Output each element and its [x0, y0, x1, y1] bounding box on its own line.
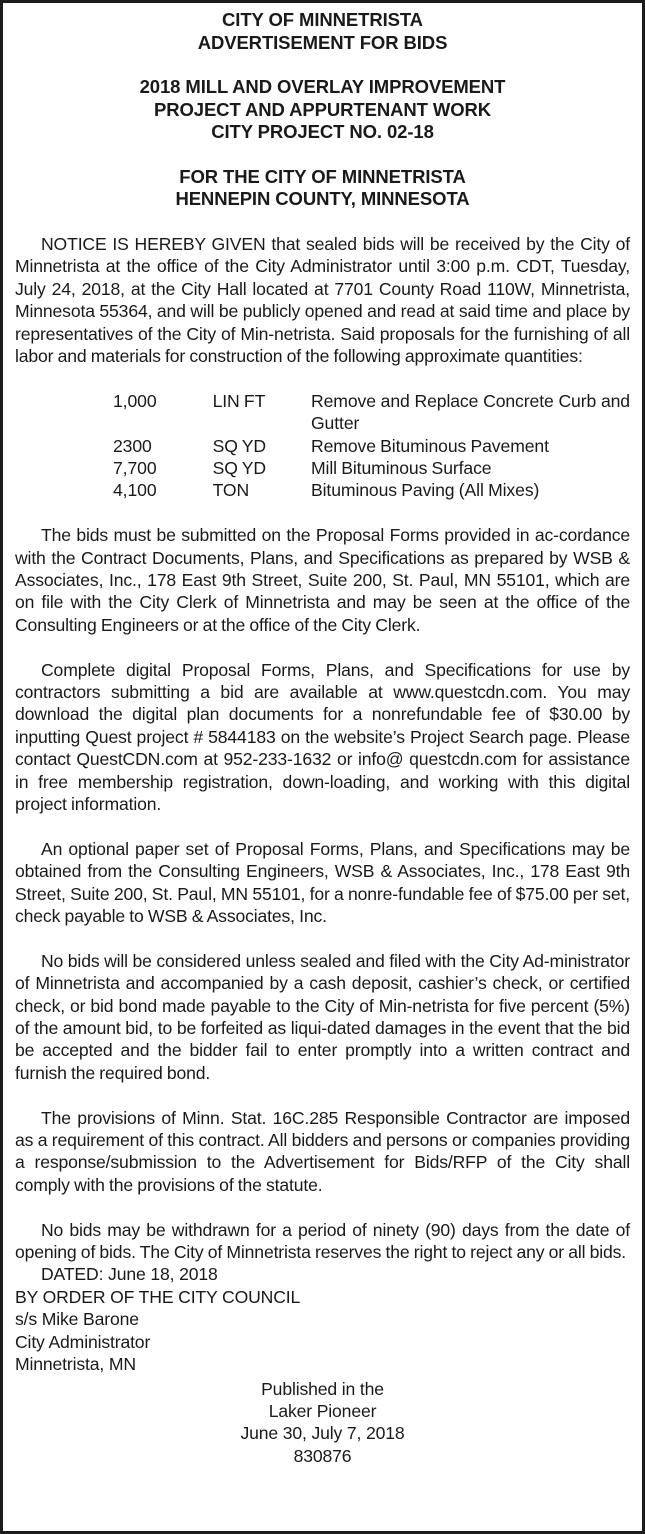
heading-ad-type: ADVERTISEMENT FOR BIDS — [197, 31, 448, 53]
table-row — [113, 390, 630, 435]
dated-line: DATED: June 18, 2018 — [41, 1264, 218, 1285]
description-cell: Mill Bituminous Surface — [310, 457, 492, 478]
description-cell: Remove Bituminous Pavement — [310, 435, 549, 456]
quantity-cell: 4,100 — [113, 480, 157, 501]
paragraph-proposal-forms: The bids must be submitted on the Proposal Forms provided in ac-cordance with the Contract Documents, Plans, and Specifications as prepared by WSB & Associates, Inc., 178 East 9th Street, Suite 200, St. Paul, MN 55101, which are on file with the City Clerk of Minnetrista and may be seen at the office of the Consulting Engineers or at the office of the City Clerk. — [15, 525, 630, 635]
signature-block — [15, 1263, 630, 1375]
paragraph-notice: NOTICE IS HEREBY GIVEN that sealed bids will be received by the City of Minnetrista at the office of the City Administrator until 3:00 p.m. CDT, Tuesday, July 24, 2018, at the City Hall located at 7701 County Road 110W, Minnetrista, Minnesota 55364, and will be publicly opened and read at said time and place by representatives of the City of Min-netrista. Said proposals for the furnishing of all labor and materials for construction of the following approximate quantities: — [15, 233, 630, 366]
paragraph-responsible-contractor: The provisions of Minn. Stat. 16C.285 Responsible Contractor are imposed as a requirement of this contract. All bidders and persons or companies providing a response/submission to the Advertisement for Bids/RFP of the City shall comply with the provisions of the statute. — [15, 1107, 630, 1195]
publication-dates: June 30, July 7, 2018 — [240, 1423, 405, 1444]
unit-cell: SQ YD — [212, 457, 266, 478]
table-row — [113, 479, 630, 501]
publication-ad-number: 830876 — [293, 1445, 352, 1466]
paragraph-paper-set: An optional paper set of Proposal Forms, Plans, and Specifications may be obtained from the Consulting Engineers, WSB & Associates, Inc., 178 East 9th Street, Suite 200, St. Paul, MN 55101, for a nonre-fundable fee of $75.00 per set, check payable to WSB & Associates, Inc. — [15, 838, 630, 927]
table-row — [113, 435, 630, 457]
heading-for-city: FOR THE CITY OF MINNETRISTA — [179, 165, 466, 187]
unit-cell: SQ YD — [212, 435, 266, 456]
paragraph-digital-documents: Complete digital Proposal Forms, Plans, and Specifications for use by contractors submitting a bid are available at www.questcdn.com. You may download the digital plan documents for a nonrefundable fee of $30.00 by inputting Quest project # 5844183 on the website’s Project Search page. Please contact QuestCDN.com at 952-233-1632 or info@ questcdn.com for assistance in free membership registration, down-loading, and working with this digital project information. — [15, 659, 630, 814]
quantity-cell: 2300 — [113, 435, 152, 456]
publication-paper: Laker Pioneer — [268, 1400, 377, 1421]
heading-city: CITY OF MINNETRISTA — [222, 9, 423, 30]
description-cell: Bituminous Paving (All Mixes) — [310, 480, 540, 501]
signer-location: Minnetrista, MN — [15, 1354, 136, 1375]
order-line: BY ORDER OF THE CITY COUNCIL — [15, 1286, 301, 1307]
quantities-table — [113, 390, 630, 502]
notice-body — [15, 233, 630, 1264]
table-row — [113, 457, 630, 479]
signer-title: City Administrator — [15, 1331, 151, 1352]
quantity-cell: 7,700 — [113, 457, 157, 478]
paragraph-withdrawal: No bids may be withdrawn for a period of ninety (90) days from the date of opening of bids. The City of Minnetrista reserves the right to reject any or all bids. — [15, 1219, 630, 1263]
publication-intro: Published in the — [261, 1378, 384, 1399]
heading-project-subtitle: PROJECT AND APPURTENANT WORK — [153, 98, 492, 120]
paragraph-bid-security: No bids will be considered unless sealed and filed with the City Ad-ministrator of Minnetrista and accompanied by a cash deposit, cashier’s check, or certified check, or bid bond made payable to the City of Min-netrista for five percent (5%) of the amount bid, to be forfeited as liqui-dated damages in the event that the bid be accepted and the bidder fail to enter promptly into a written contract and furnish the required bond. — [15, 950, 630, 1083]
unit-cell: LIN FT — [212, 390, 266, 411]
description-cell: Remove and Replace Concrete Curb and Gutter — [310, 390, 630, 434]
notice-heading — [15, 9, 630, 211]
heading-project-number: CITY PROJECT NO. 02-18 — [211, 121, 434, 142]
publication-info — [15, 1378, 630, 1468]
quantity-cell: 1,000 — [113, 390, 157, 411]
unit-cell: TON — [212, 480, 250, 501]
heading-project-title: 2018 MILL AND OVERLAY IMPROVEMENT — [139, 76, 506, 97]
heading-county: HENNEPIN COUNTY, MINNESOTA — [175, 188, 470, 209]
signer-name: s/s Mike Barone — [15, 1309, 139, 1330]
